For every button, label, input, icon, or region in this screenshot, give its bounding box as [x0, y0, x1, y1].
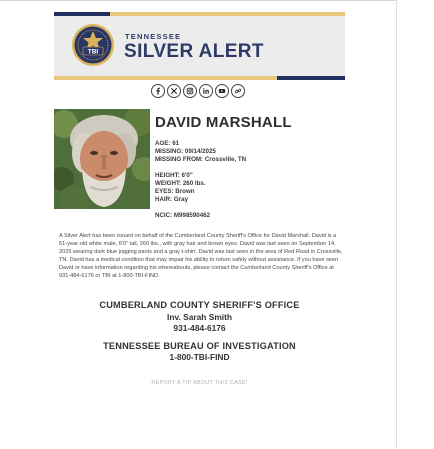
age-field: AGE: 61 — [155, 140, 180, 147]
spacer — [155, 164, 246, 172]
tbi-phone[interactable]: 1-800-TBI-FIND — [169, 352, 230, 362]
x-icon[interactable] — [167, 84, 181, 98]
hair-field: HAIR: Gray — [155, 196, 189, 203]
weight-field: WEIGHT: 260 lbs. — [155, 180, 206, 187]
sheriff-office-title: CUMBERLAND COUNTY SHERIFF'S OFFICE — [99, 300, 300, 310]
banner-title: SILVER ALERT — [124, 41, 264, 62]
person-name: DAVID MARSHALL — [155, 114, 292, 131]
instagram-icon[interactable] — [183, 84, 197, 98]
alert-narrative: A Silver Alert has been issued on behalf of the Cumberland County Sheriff's Office for David Marshall. David is a 51-year-old white male, 6'0" tall, 260 lbs., with gray hair and brown eyes. David was last seen on September 14, 2025 wearing dark blue jogging pants and a gray t-shirt. David was last seen in the area of Red Road in Crossville, TN. David has a medical condition that may impair his ability to return safely without assistance. If you have seen David or have information regarding his whereabouts, please contact the Cumberland County Sheriff's Office at 931-484-6176 or TBI at 1-800-TBI-FIND. — [59, 233, 343, 279]
report-tip-link[interactable]: REPORT A TIP ABOUT THIS CASE! — [151, 380, 248, 386]
svg-text:TBI: TBI — [87, 48, 99, 56]
tbi-title: TENNESSEE BUREAU OF INVESTIGATION — [103, 341, 296, 351]
banner-state-label: TENNESSEE — [125, 32, 182, 41]
linkedin-icon[interactable] — [199, 84, 213, 98]
link-icon[interactable] — [231, 84, 245, 98]
right-divider — [396, 0, 397, 449]
banner-bottom-navy-bar — [277, 76, 345, 80]
missing-person-photo — [54, 109, 150, 209]
sheriff-phone[interactable]: 931-484-6176 — [173, 323, 226, 333]
eyes-field: EYES: Brown — [155, 188, 195, 195]
ncic-field: NCIC: M998590462 — [155, 212, 211, 219]
sheriff-contact-person: Inv. Sarah Smith — [167, 312, 232, 322]
youtube-icon[interactable] — [215, 84, 229, 98]
banner-top-navy-bar — [54, 12, 110, 16]
facebook-icon[interactable] — [151, 84, 165, 98]
spacer — [155, 204, 246, 212]
silver-alert-banner — [54, 12, 345, 80]
height-field: HEIGHT: 6'0" — [155, 172, 193, 179]
missing-from-field: MISSING FROM: Crossville, TN — [155, 156, 247, 163]
person-details — [155, 140, 246, 220]
top-divider — [0, 0, 396, 1]
social-links — [151, 84, 245, 98]
missing-date-field: MISSING: 09/14/2025 — [155, 148, 216, 155]
tbi-seal-logo — [71, 23, 115, 67]
